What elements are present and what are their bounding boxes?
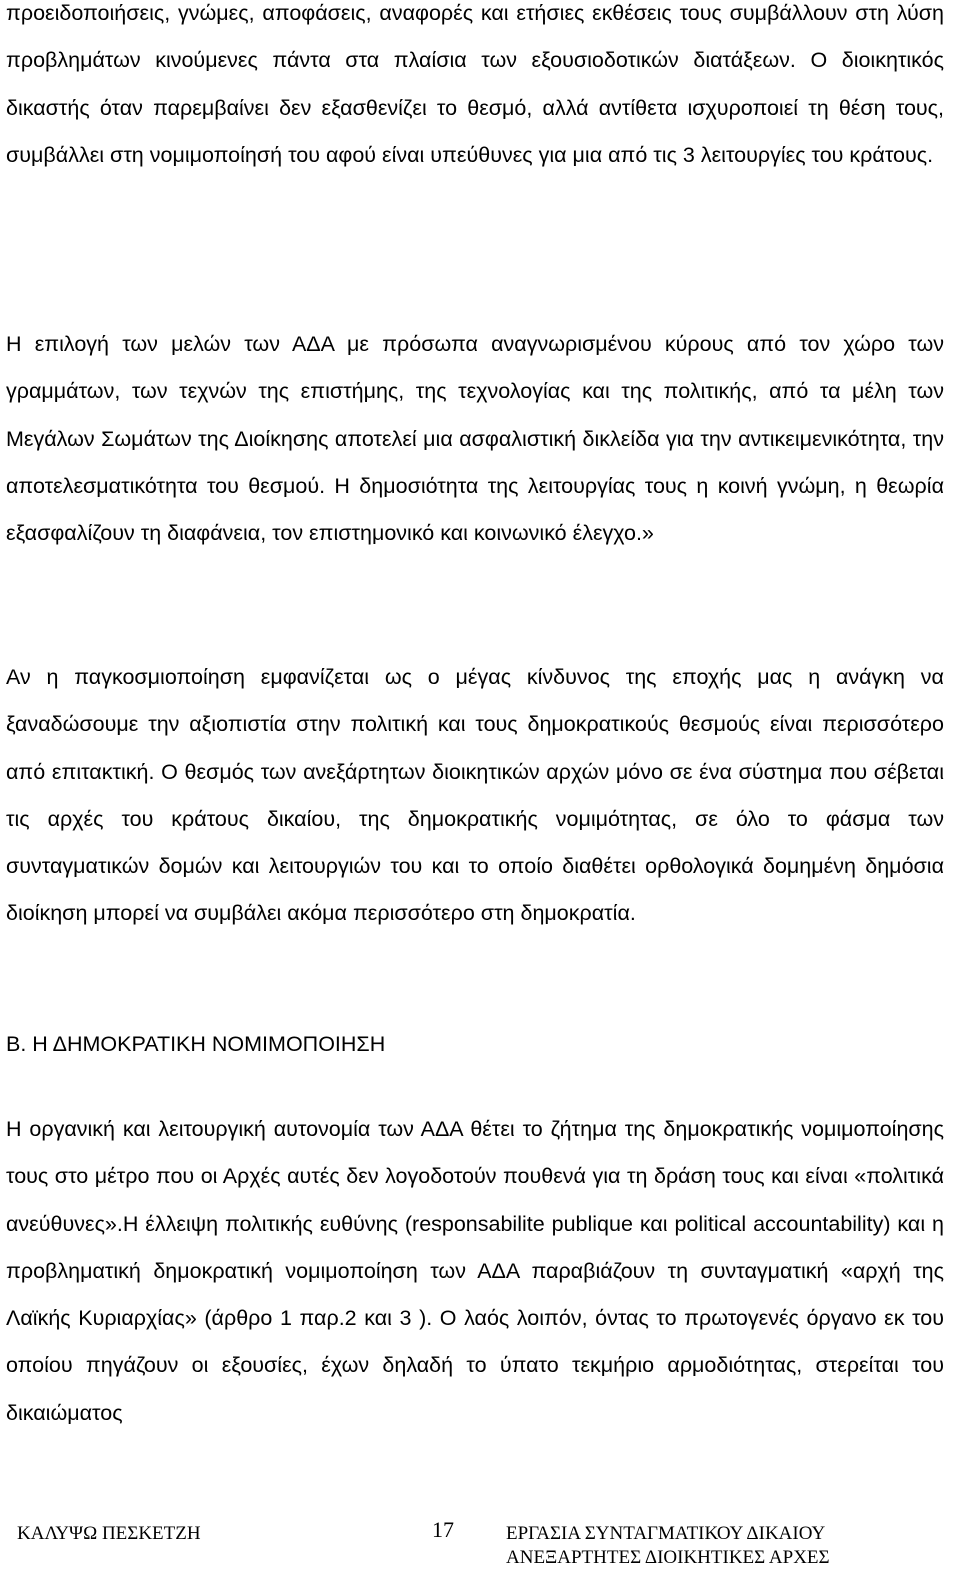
page-footer: [0, 1512, 960, 1575]
paragraph-text: Η επιλογή των μελών των ΑΔΑ με πρόσωπα αναγνωρισμένου κύρους από τον χώρο των γραμμάτων, των τεχνών της επιστήμης, της τεχνολογίας και της πολιτικής, από τα μέλη των Μεγάλων Σωμάτων της Διοίκησης αποτελεί μια ασφαλιστική δικλείδα για την αντικειμενικότητα, την αποτελεσματικότητα του θεσμού. Η δημοσιότητα της λειτουργίας τους η κοινή γνώμη, η θεωρία εξασφαλίζουν τη διαφάνεια, τον επιστημονικό και κοινωνικό έλεγχο.»: [6, 332, 944, 546]
paragraph-text: Αν η παγκοσμιοποίηση εμφανίζεται ως ο μέγας κίνδυνος της εποχής μας η ανάγκη να ξαναδώσουμε την αξιοπιστία στην πολιτική και τους δημοκρατικούς θεσμούς είναι περισσότερο από επιτακτική. Ο θεσμός των ανεξάρτητων διοικητικών αρχών μόνο σε ένα σύστημα που σέβεται τις αρχές του κράτους δικαίου, της δημοκρατικής νομιμότητας, σε όλο το φάσμα των συνταγματικών δομών και λειτουργιών του και το οποίο διαθέτει ορθολογικά δομημένη δημόσια διοίκηση μπορεί να συμβάλει ακόμα περισσότερο στη δημοκρατία.: [6, 665, 944, 926]
footer-title: [506, 1522, 830, 1570]
paragraph-3: [6, 654, 944, 938]
page-number: 17: [432, 1517, 454, 1542]
footer-author: ΚΑΛΥΨΩ ΠΕΣΚΕΤΖΗ: [17, 1523, 201, 1544]
section-heading: Β. Η ΔΗΜΟΚΡΑΤΙΚΗ ΝΟΜΙΜΟΠΟΙΗΣΗ: [6, 1032, 386, 1056]
paragraph-text: προειδοποιήσεις, γνώμες, αποφάσεις, αναφορές και ετήσιες εκθέσεις τους συμβάλλουν στη λύση προβλημάτων κινούμενες πάντα στα πλαίσια των εξουσιοδοτικών διατάξεων. Ο διοικητικός δικαστής όταν παρεμβαίνει δεν εξασθενίζει το θεσμό, αλλά αντίθετα ισχυροποιεί τη θέση τους, συμβάλλει στη νομιμοποίησή του αφού είναι υπεύθυνες για μια από τις 3 λειτουργίες του κράτους.: [6, 1, 944, 167]
paragraph-1: [6, 0, 944, 179]
paragraph-text: Η οργανική και λειτουργική αυτονομία των ΑΔΑ θέτει το ζήτημα της δημοκρατικής νομιμοποίησης τους στο μέτρο που οι Αρχές αυτές δεν λογοδοτούν πουθενά για τη δράση τους και είναι «πολιτικά ανεύθυνες».Η έλλειψη πολιτικής ευθύνης (responsabilite publique και political accountability) και η προβληματική δημοκρατική νομιμοποίηση των ΑΔΑ παραβιάζουν τη συνταγματική «αρχή της Λαϊκής Κυριαρχίας» (άρθρο 1 παρ.2 και 3 ). Ο λαός λοιπόν, όντας το πρωτογενές όργανο εκ του οποίου πηγάζουν οι εξουσίες, έχων δηλαδή το ύπατο τεκμήριο αρμοδιότητας, στερείται του δικαιώματος: [6, 1117, 944, 1425]
paragraph-2: [6, 321, 944, 557]
footer-title-line-1: ΕΡΓΑΣΙΑ ΣΥΝΤΑΓΜΑΤΙΚΟΥ ΔΙΚΑΙΟΥ: [506, 1523, 826, 1544]
footer-title-line-2: ΑΝΕΞΑΡΤΗΤΕΣ ΔΙΟΙΚΗΤΙΚΕΣ ΑΡΧΕΣ: [506, 1547, 830, 1568]
paragraph-4: [6, 1106, 944, 1437]
